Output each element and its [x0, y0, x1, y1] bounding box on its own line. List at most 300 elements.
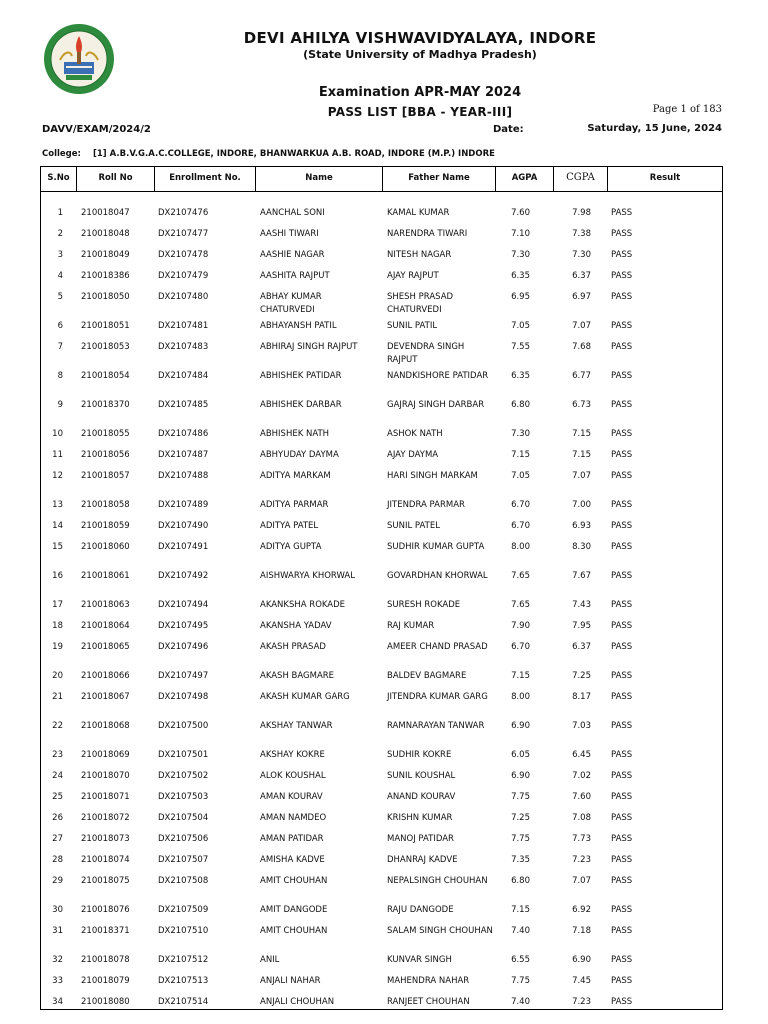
- cell-sno: 32: [52, 955, 63, 965]
- cell-agpa: 7.05: [511, 321, 530, 331]
- cell-sno: 33: [52, 976, 63, 986]
- cell-cgpa: 6.97: [572, 292, 591, 302]
- cell-enrollment-no: DX2107491: [158, 542, 209, 552]
- cell-enrollment-no: DX2107509: [158, 905, 209, 915]
- cell-roll-no: 210018057: [81, 471, 130, 481]
- cell-sno: 16: [52, 571, 63, 581]
- cell-father-name: NANDKISHORE PATIDAR: [387, 371, 489, 381]
- cell-cgpa: 7.00: [572, 500, 591, 510]
- cell-roll-no: 210018370: [81, 400, 130, 410]
- cell-roll-no: 210018055: [81, 429, 130, 439]
- table-row: [41, 570, 722, 596]
- cell-roll-no: 210018076: [81, 905, 130, 915]
- page-number: Page 1 of 183: [652, 104, 722, 115]
- cell-enrollment-no: DX2107492: [158, 571, 209, 581]
- cell-cgpa: 6.37: [572, 642, 591, 652]
- cell-result: PASS: [611, 542, 633, 552]
- cell-agpa: 7.25: [511, 813, 530, 823]
- cell-name: AKANKSHA ROKADE: [260, 600, 346, 610]
- cell-result: PASS: [611, 642, 633, 652]
- col-header-enrollment: Enrollment No.: [155, 167, 256, 191]
- cell-name: AISHWARYA KHORWAL: [260, 571, 355, 581]
- university-name: DEVI AHILYA VISHWAVIDYALAYA, INDORE: [243, 29, 597, 47]
- cell-enrollment-no: DX2107498: [158, 692, 209, 702]
- cell-sno: 25: [52, 792, 63, 802]
- cell-result: PASS: [611, 292, 633, 302]
- cell-roll-no: 210018059: [81, 521, 130, 531]
- cell-result: PASS: [611, 905, 633, 915]
- cell-name: ADITYA MARKAM: [260, 471, 331, 481]
- college-label: College:: [42, 149, 81, 159]
- date-value: Saturday, 15 June, 2024: [587, 123, 722, 134]
- cell-enrollment-no: DX2107483: [158, 342, 209, 352]
- cell-roll-no: 210018054: [81, 371, 130, 381]
- cell-roll-no: 210018070: [81, 771, 130, 781]
- cell-cgpa: 7.08: [572, 813, 591, 823]
- cell-enrollment-no: DX2107480: [158, 292, 209, 302]
- cell-agpa: 6.80: [511, 876, 530, 886]
- cell-name: ABHAYANSH PATIL: [260, 321, 337, 331]
- cell-name: AMIT CHOUHAN: [260, 926, 328, 936]
- cell-name: AASHI TIWARI: [260, 229, 319, 239]
- cell-result: PASS: [611, 342, 633, 352]
- cell-name: ANJALI CHOUHAN: [260, 997, 335, 1007]
- cell-result: PASS: [611, 450, 633, 460]
- cell-roll-no: 210018068: [81, 721, 130, 731]
- cell-cgpa: 7.98: [572, 208, 591, 218]
- cell-result: PASS: [611, 229, 633, 239]
- cell-name: AASHITA RAJPUT: [260, 271, 330, 281]
- cell-roll-no: 210018056: [81, 450, 130, 460]
- cell-sno: 21: [52, 692, 63, 702]
- cell-sno: 20: [52, 671, 63, 681]
- cell-sno: 30: [52, 905, 63, 915]
- cell-agpa: 6.35: [511, 371, 530, 381]
- table-row: [41, 370, 722, 396]
- table-row: [41, 720, 722, 746]
- cell-sno: 28: [52, 855, 63, 865]
- cell-enrollment-no: DX2107508: [158, 876, 209, 886]
- cell-agpa: 6.35: [511, 271, 530, 281]
- cell-name: AANCHAL SONI: [260, 208, 325, 218]
- exam-title: Examination APR-MAY 2024: [318, 85, 522, 100]
- cell-result: PASS: [611, 997, 633, 1007]
- cell-agpa: 6.70: [511, 642, 530, 652]
- cell-cgpa: 7.43: [572, 600, 591, 610]
- cell-enrollment-no: DX2107490: [158, 521, 209, 531]
- cell-father-name: SUNIL PATEL: [387, 521, 440, 531]
- cell-enrollment-no: DX2107502: [158, 771, 209, 781]
- cell-enrollment-no: DX2107477: [158, 229, 209, 239]
- cell-agpa: 7.40: [511, 997, 530, 1007]
- cell-name: ANJALI NAHAR: [260, 976, 321, 986]
- cell-cgpa: 7.45: [572, 976, 591, 986]
- cell-agpa: 7.90: [511, 621, 530, 631]
- cell-name: AKASH BAGMARE: [260, 671, 335, 681]
- cell-cgpa: 7.23: [572, 997, 591, 1007]
- cell-cgpa: 7.03: [572, 721, 591, 731]
- cell-father-name: SHESH PRASAD CHATURVEDI: [387, 292, 454, 315]
- cell-sno: 8: [57, 371, 63, 381]
- cell-result: PASS: [611, 521, 633, 531]
- cell-name: AMAN PATIDAR: [260, 834, 324, 844]
- cell-agpa: 7.40: [511, 926, 530, 936]
- cell-name: AMIT DANGODE: [260, 905, 328, 915]
- cell-agpa: 8.00: [511, 692, 530, 702]
- cell-agpa: 7.10: [511, 229, 530, 239]
- cell-name: AKANSHA YADAV: [260, 621, 332, 631]
- cell-agpa: 6.80: [511, 400, 530, 410]
- cell-cgpa: 7.60: [572, 792, 591, 802]
- cell-father-name: KRISHN KUMAR: [387, 813, 453, 823]
- cell-sno: 19: [52, 642, 63, 652]
- cell-roll-no: 210018073: [81, 834, 130, 844]
- cell-father-name: JITENDRA PARMAR: [387, 500, 465, 510]
- table-row: [41, 996, 722, 1022]
- cell-cgpa: 6.73: [572, 400, 591, 410]
- cell-father-name: AJAY RAJPUT: [387, 271, 439, 281]
- cell-name: ANIL: [260, 955, 280, 965]
- cell-father-name: AJAY DAYMA: [387, 450, 439, 460]
- cell-cgpa: 7.73: [572, 834, 591, 844]
- cell-result: PASS: [611, 371, 633, 381]
- cell-sno: 26: [52, 813, 63, 823]
- cell-father-name: MAHENDRA NAHAR: [387, 976, 470, 986]
- cell-agpa: 7.75: [511, 792, 530, 802]
- cell-enrollment-no: DX2107514: [158, 997, 209, 1007]
- cell-enrollment-no: DX2107496: [158, 642, 209, 652]
- col-header-result: Result: [649, 173, 681, 183]
- cell-result: PASS: [611, 771, 633, 781]
- cell-roll-no: 210018069: [81, 750, 130, 760]
- cell-agpa: 6.95: [511, 292, 530, 302]
- cell-father-name: SUDHIR KOKRE: [387, 750, 452, 760]
- cell-agpa: 6.70: [511, 521, 530, 531]
- cell-father-name: GAJRAJ SINGH DARBAR: [387, 400, 485, 410]
- cell-sno: 2: [57, 229, 63, 239]
- cell-sno: 23: [52, 750, 63, 760]
- cell-enrollment-no: DX2107510: [158, 926, 209, 936]
- table-row: [41, 875, 722, 901]
- table-row: [41, 541, 722, 567]
- cell-enrollment-no: DX2107497: [158, 671, 209, 681]
- cell-father-name: SUDHIR KUMAR GUPTA: [387, 542, 485, 552]
- university-seal-icon: [42, 22, 116, 96]
- reference-number: DAVV/EXAM/2024/2: [42, 124, 151, 135]
- cell-roll-no: 210018071: [81, 792, 130, 802]
- pass-list-table: [40, 166, 723, 1010]
- cell-name: AMIT CHOUHAN: [260, 876, 328, 886]
- cell-name: AKASH KUMAR GARG: [260, 692, 350, 702]
- col-header-sno: S.No: [41, 167, 77, 191]
- cell-sno: 22: [52, 721, 63, 731]
- cell-father-name: SURESH ROKADE: [387, 600, 461, 610]
- cell-sno: 1: [57, 208, 63, 218]
- cell-cgpa: 7.07: [572, 876, 591, 886]
- cell-result: PASS: [611, 471, 633, 481]
- cell-roll-no: 210018051: [81, 321, 130, 331]
- cell-result: PASS: [611, 750, 633, 760]
- cell-sno: 11: [52, 450, 63, 460]
- cell-sno: 29: [52, 876, 63, 886]
- cell-sno: 15: [52, 542, 63, 552]
- cell-result: PASS: [611, 571, 633, 581]
- cell-cgpa: 7.95: [572, 621, 591, 631]
- cell-result: PASS: [611, 500, 633, 510]
- cell-roll-no: 210018050: [81, 292, 130, 302]
- cell-agpa: 7.75: [511, 976, 530, 986]
- cell-agpa: 7.15: [511, 905, 530, 915]
- cell-sno: 3: [57, 250, 63, 260]
- cell-cgpa: 8.30: [572, 542, 591, 552]
- cell-name: AMISHA KADVE: [260, 855, 325, 865]
- cell-name: AKASH PRASAD: [260, 642, 326, 652]
- cell-agpa: 6.90: [511, 721, 530, 731]
- cell-enrollment-no: DX2107479: [158, 271, 209, 281]
- cell-father-name: NITESH NAGAR: [387, 250, 452, 260]
- col-header-father: Father Name: [383, 167, 496, 191]
- cell-sno: 14: [52, 521, 63, 531]
- cell-cgpa: 6.45: [572, 750, 591, 760]
- cell-roll-no: 210018049: [81, 250, 130, 260]
- cell-cgpa: 7.07: [572, 471, 591, 481]
- cell-agpa: 7.55: [511, 342, 530, 352]
- table-body: [41, 167, 722, 1009]
- cell-father-name: RANJEET CHOUHAN: [387, 997, 470, 1007]
- cell-enrollment-no: DX2107506: [158, 834, 209, 844]
- cell-agpa: 8.00: [511, 542, 530, 552]
- cell-roll-no: 210018078: [81, 955, 130, 965]
- cell-roll-no: 210018386: [81, 271, 130, 281]
- cell-father-name: DHANRAJ KADVE: [387, 855, 458, 865]
- cell-cgpa: 7.25: [572, 671, 591, 681]
- cell-name: ABHAY KUMAR CHATURVEDI: [260, 292, 322, 315]
- table-row: [41, 341, 722, 367]
- cell-agpa: 7.65: [511, 571, 530, 581]
- cell-father-name: JITENDRA KUMAR GARG: [387, 692, 488, 702]
- cell-enrollment-no: DX2107503: [158, 792, 209, 802]
- cell-agpa: 6.70: [511, 500, 530, 510]
- cell-result: PASS: [611, 792, 633, 802]
- cell-father-name: KUNVAR SINGH: [387, 955, 452, 965]
- cell-agpa: 7.75: [511, 834, 530, 844]
- table-row: [41, 925, 722, 951]
- cell-name: ABHISHEK PATIDAR: [260, 371, 342, 381]
- cell-father-name: ANAND KOURAV: [387, 792, 456, 802]
- cell-agpa: 6.05: [511, 750, 530, 760]
- cell-sno: 18: [52, 621, 63, 631]
- cell-enrollment-no: DX2107487: [158, 450, 209, 460]
- cell-name: AMAN KOURAV: [260, 792, 323, 802]
- cell-cgpa: 6.37: [572, 271, 591, 281]
- cell-result: PASS: [611, 208, 633, 218]
- cell-agpa: 7.35: [511, 855, 530, 865]
- cell-agpa: 6.55: [511, 955, 530, 965]
- table-row: [41, 399, 722, 425]
- cell-roll-no: 210018075: [81, 876, 130, 886]
- cell-sno: 6: [57, 321, 63, 331]
- cell-result: PASS: [611, 321, 633, 331]
- cell-result: PASS: [611, 400, 633, 410]
- cell-name: ALOK KOUSHAL: [260, 771, 326, 781]
- cell-result: PASS: [611, 855, 633, 865]
- pass-list-title: PASS LIST [BBA - YEAR-III]: [327, 105, 513, 119]
- cell-enrollment-no: DX2107512: [158, 955, 209, 965]
- cell-enrollment-no: DX2107476: [158, 208, 209, 218]
- cell-name: ABHISHEK NATH: [260, 429, 330, 439]
- cell-cgpa: 6.93: [572, 521, 591, 531]
- cell-roll-no: 210018080: [81, 997, 130, 1007]
- cell-result: PASS: [611, 813, 633, 823]
- cell-cgpa: 7.68: [572, 342, 591, 352]
- cell-name: AASHIE NAGAR: [260, 250, 325, 260]
- cell-enrollment-no: DX2107488: [158, 471, 209, 481]
- cell-roll-no: 210018064: [81, 621, 130, 631]
- cell-father-name: HARI SINGH MARKAM: [387, 471, 478, 481]
- cell-roll-no: 210018072: [81, 813, 130, 823]
- cell-result: PASS: [611, 721, 633, 731]
- cell-enrollment-no: DX2107481: [158, 321, 209, 331]
- cell-father-name: RAMNARAYAN TANWAR: [387, 721, 485, 731]
- cell-name: ABHISHEK DARBAR: [260, 400, 342, 410]
- cell-roll-no: 210018079: [81, 976, 130, 986]
- col-header-roll: Roll No: [77, 167, 155, 191]
- cell-father-name: SALAM SINGH CHOUHAN: [387, 926, 493, 936]
- cell-cgpa: 7.15: [572, 450, 591, 460]
- cell-father-name: MANOJ PATIDAR: [387, 834, 454, 844]
- cell-enrollment-no: DX2107501: [158, 750, 209, 760]
- cell-sno: 10: [52, 429, 63, 439]
- cell-result: PASS: [611, 876, 633, 886]
- table-row: [41, 291, 722, 317]
- cell-cgpa: 7.30: [572, 250, 591, 260]
- cell-agpa: 7.15: [511, 671, 530, 681]
- cell-sno: 24: [52, 771, 63, 781]
- cell-cgpa: 6.92: [572, 905, 591, 915]
- cell-name: ADITYA PATEL: [260, 521, 319, 531]
- cell-name: AMAN NAMDEO: [260, 813, 327, 823]
- cell-result: PASS: [611, 600, 633, 610]
- cell-roll-no: 210018060: [81, 542, 130, 552]
- cell-sno: 27: [52, 834, 63, 844]
- cell-enrollment-no: DX2107507: [158, 855, 209, 865]
- cell-cgpa: 7.02: [572, 771, 591, 781]
- date-label: Date:: [493, 124, 524, 135]
- cell-father-name: NEPALSINGH CHOUHAN: [387, 876, 488, 886]
- cell-roll-no: 210018061: [81, 571, 130, 581]
- cell-name: AKSHAY KOKRE: [260, 750, 325, 760]
- cell-enrollment-no: DX2107500: [158, 721, 209, 731]
- cell-name: ABHYUDAY DAYMA: [260, 450, 339, 460]
- cell-cgpa: 7.23: [572, 855, 591, 865]
- cell-enrollment-no: DX2107494: [158, 600, 209, 610]
- cell-roll-no: 210018371: [81, 926, 130, 936]
- cell-roll-no: 210018074: [81, 855, 130, 865]
- cell-enrollment-no: DX2107495: [158, 621, 209, 631]
- col-header-name: Name: [256, 167, 383, 191]
- cell-result: PASS: [611, 271, 633, 281]
- cell-sno: 5: [57, 292, 63, 302]
- cell-enrollment-no: DX2107486: [158, 429, 209, 439]
- cell-father-name: DEVENDRA SINGH RAJPUT: [387, 342, 465, 365]
- cell-enrollment-no: DX2107478: [158, 250, 209, 260]
- table-row: [41, 470, 722, 496]
- cell-agpa: 7.30: [511, 250, 530, 260]
- cell-father-name: ASHOK NATH: [387, 429, 443, 439]
- cell-result: PASS: [611, 955, 633, 965]
- cell-agpa: 6.90: [511, 771, 530, 781]
- cell-result: PASS: [611, 250, 633, 260]
- cell-roll-no: 210018063: [81, 600, 130, 610]
- cell-cgpa: 7.38: [572, 229, 591, 239]
- cell-cgpa: 7.07: [572, 321, 591, 331]
- cell-agpa: 7.30: [511, 429, 530, 439]
- cell-father-name: RAJU DANGODE: [387, 905, 454, 915]
- cell-cgpa: 7.18: [572, 926, 591, 936]
- cell-cgpa: 6.90: [572, 955, 591, 965]
- cell-name: AKSHAY TANWAR: [260, 721, 333, 731]
- cell-cgpa: 7.67: [572, 571, 591, 581]
- cell-roll-no: 210018065: [81, 642, 130, 652]
- cell-result: PASS: [611, 926, 633, 936]
- cell-roll-no: 210018066: [81, 671, 130, 681]
- cell-name: ADITYA GUPTA: [260, 542, 322, 552]
- cell-father-name: SUNIL PATIL: [387, 321, 438, 331]
- cell-sno: 7: [57, 342, 63, 352]
- cell-sno: 34: [52, 997, 63, 1007]
- cell-cgpa: 8.17: [572, 692, 591, 702]
- cell-cgpa: 7.15: [572, 429, 591, 439]
- college-value: [1] A.B.V.G.A.C.COLLEGE, INDORE, BHANWARKUA A.B. ROAD, INDORE (M.P.) INDORE: [93, 149, 495, 159]
- cell-father-name: AMEER CHAND PRASAD: [387, 642, 488, 652]
- cell-father-name: NARENDRA TIWARI: [387, 229, 468, 239]
- cell-name: ADITYA PARMAR: [260, 500, 329, 510]
- university-subtitle: (State University of Madhya Pradesh): [303, 48, 537, 61]
- cell-result: PASS: [611, 692, 633, 702]
- cell-enrollment-no: DX2107484: [158, 371, 209, 381]
- cell-sno: 17: [52, 600, 63, 610]
- table-row: [41, 691, 722, 717]
- cell-enrollment-no: DX2107504: [158, 813, 209, 823]
- cell-enrollment-no: DX2107513: [158, 976, 209, 986]
- cell-roll-no: 210018053: [81, 342, 130, 352]
- cell-sno: 13: [52, 500, 63, 510]
- col-header-agpa: AGPA: [496, 167, 554, 191]
- cell-father-name: BALDEV BAGMARE: [387, 671, 467, 681]
- cell-roll-no: 210018067: [81, 692, 130, 702]
- cell-result: PASS: [611, 429, 633, 439]
- cell-result: PASS: [611, 834, 633, 844]
- cell-result: PASS: [611, 671, 633, 681]
- cell-cgpa: 6.77: [572, 371, 591, 381]
- cell-father-name: GOVARDHAN KHORWAL: [387, 571, 488, 581]
- cell-agpa: 7.05: [511, 471, 530, 481]
- cell-enrollment-no: DX2107489: [158, 500, 209, 510]
- cell-sno: 31: [52, 926, 63, 936]
- cell-roll-no: 210018058: [81, 500, 130, 510]
- cell-father-name: RAJ KUMAR: [387, 621, 435, 631]
- cell-result: PASS: [611, 621, 633, 631]
- table-row: [41, 641, 722, 667]
- cell-roll-no: 210018048: [81, 229, 130, 239]
- cell-agpa: 7.65: [511, 600, 530, 610]
- cell-father-name: SUNIL KOUSHAL: [387, 771, 456, 781]
- cell-sno: 12: [52, 471, 63, 481]
- col-header-cgpa: CGPA: [554, 167, 608, 191]
- cell-sno: 9: [57, 400, 63, 410]
- cell-roll-no: 210018047: [81, 208, 130, 218]
- cell-agpa: 7.15: [511, 450, 530, 460]
